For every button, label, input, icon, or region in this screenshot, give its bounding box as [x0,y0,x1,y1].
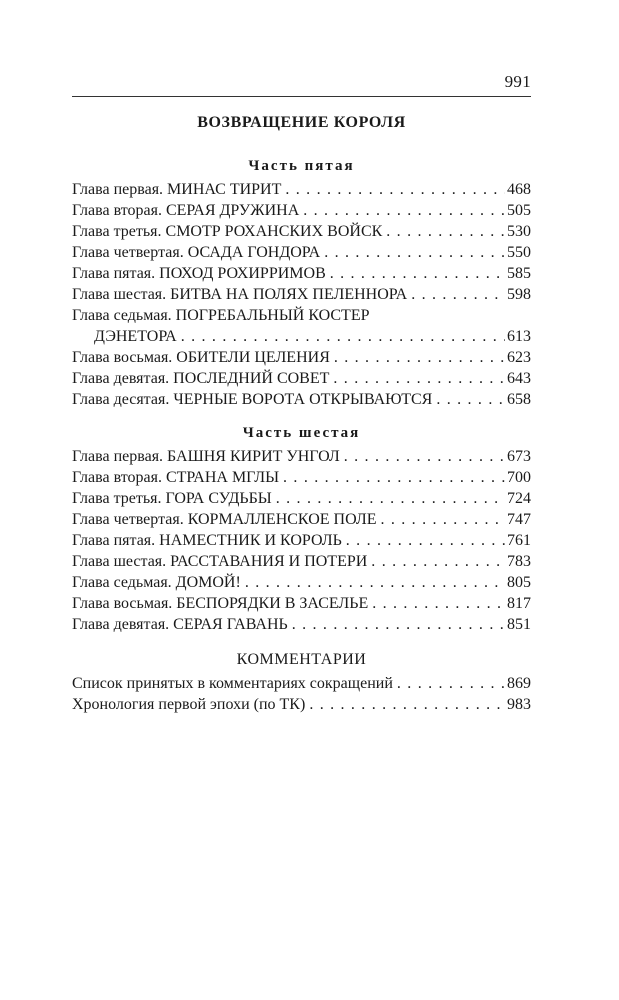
dot-leader [411,284,505,305]
page-ref: 530 [507,223,531,240]
book-title: ВОЗВРАЩЕНИЕ КОРОЛЯ [197,114,406,131]
comments-title: КОММЕНТАРИИ [236,651,367,668]
chapter-label: Глава первая. МИНАС ТИРИТ [72,181,282,198]
page-ref: 468 [507,181,531,198]
page-ref: 613 [507,328,531,345]
toc-entry[interactable] [72,368,531,389]
toc-entry[interactable] [72,179,531,200]
chapter-label: Глава вторая. СТРАНА МГЛЫ [72,469,280,486]
toc-entry-continuation [72,326,531,347]
comments-label: Хронология первой эпохи (по ТК) [72,696,306,713]
comments-section [72,649,531,715]
page-ref: 550 [507,244,531,261]
chapter-label: Глава седьмая. ДОМОЙ! [72,574,241,591]
chapter-label: Глава восьмая. БЕСПОРЯДКИ В ЗАСЕЛЬЕ [72,595,369,612]
dot-leader [334,347,505,368]
page-ref: 805 [507,574,531,591]
page-number: 991 [504,72,531,91]
dot-leader [333,368,505,389]
toc-entry[interactable] [72,263,531,284]
dot-leader [283,467,505,488]
dot-leader [436,389,505,410]
table-of-contents [72,112,531,715]
toc-entry[interactable] [72,200,531,221]
toc-entry[interactable] [72,389,531,410]
toc-entry[interactable] [72,488,531,509]
toc-entry[interactable] [72,530,531,551]
dot-leader [372,593,505,614]
page-ref: 643 [507,370,531,387]
dot-leader [303,200,505,221]
toc-entry-multiline[interactable] [72,305,531,347]
page-ref: 983 [507,696,531,713]
page-ref: 817 [507,595,531,612]
page-ref: 623 [507,349,531,366]
chapter-label: ДЭНЕТОРА [94,328,177,345]
dot-leader [380,509,505,530]
dot-leader [292,614,505,635]
chapter-label: Глава девятая. СЕРАЯ ГАВАНЬ [72,616,288,633]
chapter-label: Глава шестая. БИТВА НА ПОЛЯХ ПЕЛЕННОРА [72,286,408,303]
part-title: Часть пятая [248,158,355,174]
toc-entry[interactable] [72,614,531,635]
toc-entry[interactable] [72,572,531,593]
chapter-label: Глава пятая. ПОХОД РОХИРРИМОВ [72,265,326,282]
chapter-label: Глава пятая. НАМЕСТНИК И КОРОЛЬ [72,532,342,549]
toc-entry[interactable] [72,284,531,305]
toc-entry[interactable] [72,673,531,694]
dot-leader [324,242,505,263]
toc-entry[interactable] [72,593,531,614]
chapter-label: Глава четвертая. ОСАДА ГОНДОРА [72,244,321,261]
page-ref: 598 [507,286,531,303]
chapter-label: Глава десятая. ЧЕРНЫЕ ВОРОТА ОТКРЫВАЮТСЯ [72,391,433,408]
dot-leader [309,694,505,715]
dot-leader [276,488,505,509]
toc-entry[interactable] [72,694,531,715]
dot-leader [245,572,505,593]
toc-entry[interactable] [72,446,531,467]
toc-entry[interactable] [72,467,531,488]
toc-entry[interactable] [72,347,531,368]
page-ref: 761 [507,532,531,549]
toc-entry[interactable] [72,242,531,263]
dot-leader [386,221,505,242]
part-section [72,422,531,635]
chapter-label: Глава четвертая. КОРМАЛЛЕНСКОЕ ПОЛЕ [72,511,377,528]
page-ref: 700 [507,469,531,486]
part-section [72,155,531,410]
header-rule [72,96,531,97]
page-ref: 783 [507,553,531,570]
part-title: Часть шестая [242,425,361,441]
chapter-label: Глава третья. СМОТР РОХАНСКИХ ВОЙСК [72,223,383,240]
page-ref: 747 [507,511,531,528]
page-ref: 724 [507,490,531,507]
chapter-label-line1: Глава седьмая. ПОГРЕБАЛЬНЫЙ КОСТЕР [72,307,370,324]
page-ref: 851 [507,616,531,633]
chapter-label: Глава вторая. СЕРАЯ ДРУЖИНА [72,202,300,219]
page-ref: 869 [507,675,531,692]
page-ref: 658 [507,391,531,408]
dot-leader [346,530,505,551]
dot-leader [285,179,505,200]
page-ref: 673 [507,448,531,465]
comments-label: Список принятых в комментариях сокращений [72,675,393,692]
chapter-label: Глава восьмая. ОБИТЕЛИ ЦЕЛЕНИЯ [72,349,330,366]
dot-leader [371,551,505,572]
chapter-label: Глава шестая. РАССТАВАНИЯ И ПОТЕРИ [72,553,368,570]
toc-entry[interactable] [72,509,531,530]
chapter-label: Глава первая. БАШНЯ КИРИТ УНГОЛ [72,448,340,465]
chapter-label: Глава девятая. ПОСЛЕДНИЙ СОВЕТ [72,370,330,387]
toc-entry[interactable] [72,221,531,242]
dot-leader [181,326,505,347]
dot-leader [330,263,505,284]
toc-entry[interactable] [72,551,531,572]
dot-leader [344,446,505,467]
dot-leader [397,673,505,694]
page-ref: 585 [507,265,531,282]
chapter-label: Глава третья. ГОРА СУДЬБЫ [72,490,272,507]
page-ref: 505 [507,202,531,219]
